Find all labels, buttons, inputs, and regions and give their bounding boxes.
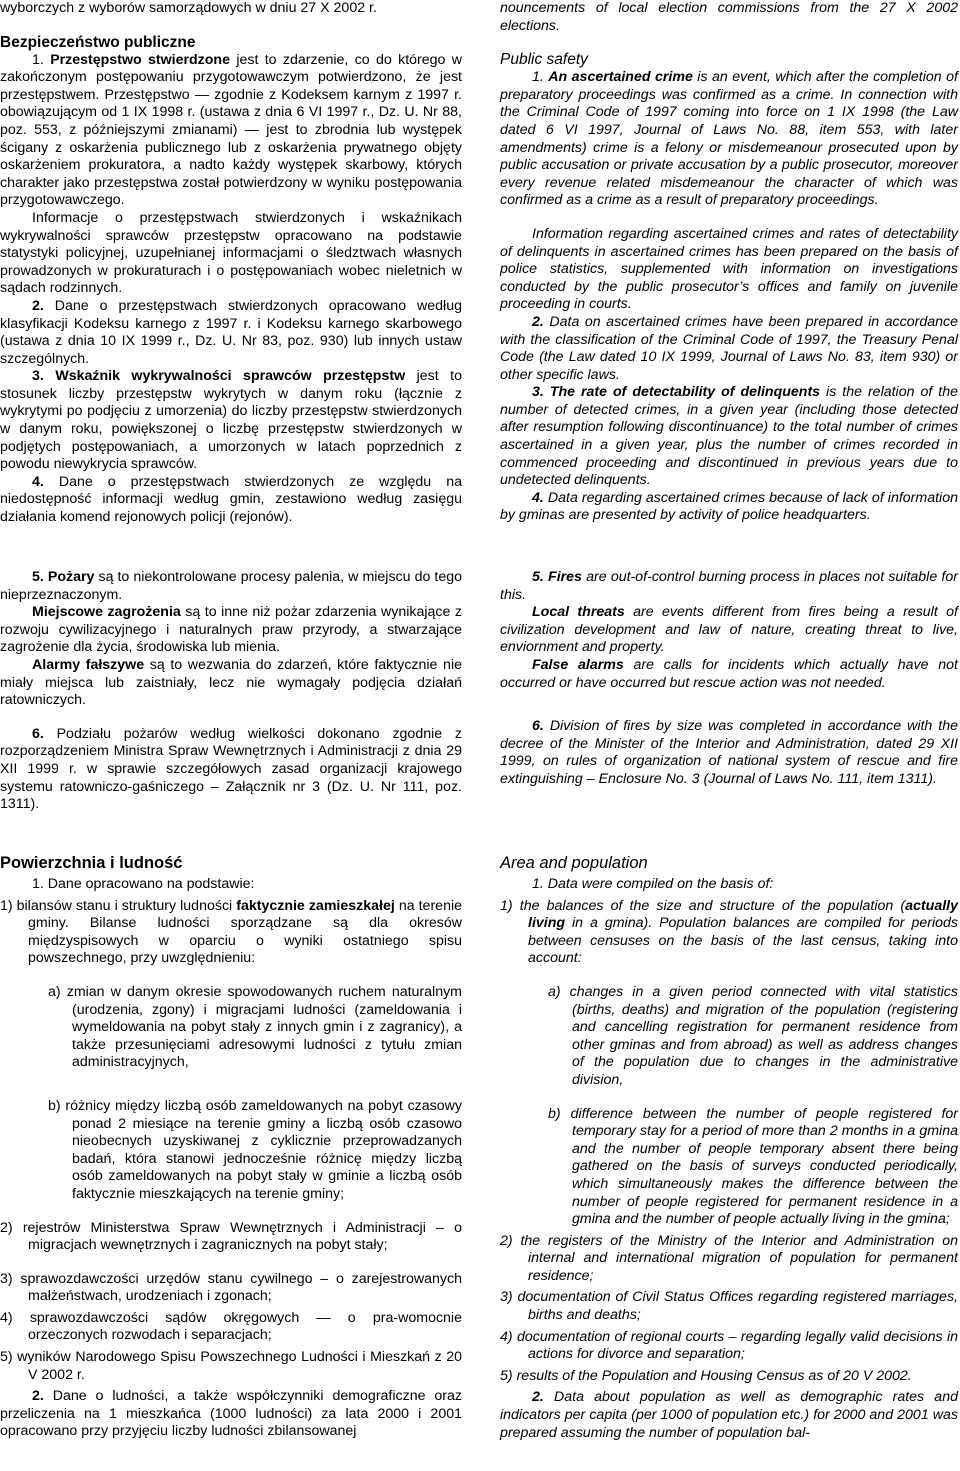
en-p5c-term: False alarms [532,656,624,673]
en-para-5 [500,569,958,604]
pl-a2-text: Dane o ludności, a także współczynniki demograficzne oraz przeliczenia na 1 mieszkańca (1000 ludności) za lata 2000 i 2001 opracowano przy przyjęciu liczby ludności zbilansowanej [0,1388,462,1440]
en-list-item-3 [500,1289,958,1324]
en-p6-text: Division of fires by size was completed in accordance with the decree of the Minister of the Interior and Administration, dated 29 XII 1999, on rules of organization of national system of rescue and fire extinguishing – Enclosure No. 3 (Journal of Laws No. 111, item 1311). [500,718,958,787]
en-a1-text: Data were compiled on the basis of: [547,876,774,892]
pl-la-num: a) [48,983,61,1000]
pl-p5-term: Pożary [47,569,95,585]
en-p5-num: 5. [532,569,544,585]
pl-a1-text: Dane opracowano na podstawie: [47,876,255,892]
pl-l1-text: na terenie gminy. Bilanse ludności sporządzane są dla okresów międzyspisowych w oparciu o wyniki ostatniego spisu powszechnego, przy uwzględnieniu: [28,897,462,967]
pl-area-block [0,854,462,1441]
en-para-6 [500,718,958,788]
en-para-1b: Information regarding ascertained crimes and rates of detectability of delinquents in ascertained crimes has been prepared on the basis of police statistics, supplemented with information on investigations conducted by the public prosecutor’s offices and family on juvenile proceeding in courts. [500,225,958,313]
pl-para-5b [0,604,462,657]
pl-list-item-1 [0,898,462,968]
en-p1-num: 1. [532,69,544,86]
en-lb-num: b) [548,1105,561,1122]
pl-p5-text: są to niekontrolowane procesy palenia, w miejscu do tego nieprzeznaczonym. [0,569,462,603]
en-l1-text: in a gmina). Population balances are compiled for periods between censuses on the basis of the last census, taking into account: [528,915,958,967]
en-para-5b [500,604,958,657]
pl-area-heading: Powierzchnia i ludność [0,854,183,872]
pl-l4-num: 4) [0,1309,13,1326]
en-list-item-b [524,1106,958,1229]
pl-p2-text: Dane o przestępstwach stwierdzonych opracowano według klasyfikacji Kodeksu karnego z 1997 r. i Kodeksu karnego skarbowego (ustawa z dnia 10 IX 1999 r., Dz. U. Nr 83, poz. 930) lub innych ustaw szczególnych. [0,297,462,367]
pl-l3-num: 3) [0,1270,13,1287]
en-area-1 [500,876,958,894]
en-la-num: a) [548,983,561,1000]
en-safety-heading: Public safety [500,51,588,69]
en-para-2 [500,314,958,384]
en-p3-text: is the relation of the number of detected crimes, in a given year (including those detected after resumption following discontinuance) to the total number of crimes ascertained in a given year, plus the number of crimes recorded in commenced proceeding and discontinued in previous years due to undetected delinquents. [500,384,958,489]
en-p5c-text: are calls for incidents which actually have not occurred or have occurred but rescue action was not needed. [500,656,958,691]
en-para-1 [500,69,958,210]
en-l4-text: documentation of regional courts – regarding legally valid decisions in actions for divorce and separation; [517,1328,958,1363]
en-l4-num: 4) [500,1328,513,1345]
pl-l1-pre: bilansów stanu i struktury ludności [16,897,233,914]
en-para-3 [500,384,958,490]
pl-list-item-b [24,1098,462,1204]
pl-la-text: zmian w danym okresie spowodowanych ruchem naturalnym (urodzenia, zgony) i migracjami ludności (zameldowania i wymeldowania na pobyt stały z innych gmin i z zagranicy), a także przesunięciami adresowymi ludności z tytułu zmian administracyjnych, [66,983,462,1071]
en-para-5c [500,657,958,692]
en-list-item-5 [500,1368,958,1386]
pl-para-4 [0,474,462,527]
pl-l5-num: 5) [0,1349,13,1366]
pl-p3-term: Wskaźnik wykrywalności sprawców przestępstw [55,368,406,385]
pl-p5b-term: Miejscowe zagrożenia [32,604,181,621]
pl-p3-text: jest to stosunek liczby przestępstw wykrytych w danym roku (łącznie z wykrytymi po podjęciu z umorzenia) do liczby przestępstw stwierdzonych w danym roku, powiększonej o liczbę przestępstw stwierdzonych w podjętych postępowaniach, a umorzonych w latach poprzednich z powodu niewykrycia sprawców. [0,368,462,473]
pl-l2-num: 2) [0,1219,13,1236]
en-p2-num: 2. [532,313,544,330]
pl-area-1 [0,876,462,894]
pl-para-5 [0,569,462,604]
en-p3-num: 3. [532,384,544,401]
en-fires-block [500,569,958,789]
en-l5-num: 5) [500,1367,513,1384]
en-list-item-a [524,984,958,1090]
pl-list-item-5 [0,1349,462,1384]
en-list-item-2 [500,1233,958,1286]
pl-para-5c [0,657,462,710]
pl-l5-text: wyników Narodowego Spisu Powszechnego Ludności i Mieszkań z 20 V 2002 r. [17,1349,462,1383]
pl-para-2 [0,298,462,368]
en-p5b-text: are events different from fires being a result of civilization development and law of nature, creating threat to live, enviornment and property. [500,604,958,656]
pl-safety-heading: Bezpieczeństwo publiczne [0,33,196,51]
pl-top-line-text: wyborczych z wyborów samorządowych w dniu 27 X 2002 r. [0,0,377,16]
pl-list-item-3 [0,1271,462,1306]
pl-fires-block [0,569,462,814]
pl-l1-term: faktycznie zamieszkałej [236,897,395,914]
pl-p5-num: 5. [32,569,44,585]
en-p4-num: 4. [532,489,544,506]
en-p2-text: Data on ascertained crimes have been prepared in accordance with the classification of the Criminal Code of 1997, the Treasury Penal Code (the Law dated 10 IX 1999, Journal of Laws No. 83, item 930) or other specific laws. [500,313,958,383]
pl-list-item-a [24,984,462,1072]
en-top-block [500,0,958,525]
en-l3-num: 3) [500,1289,513,1306]
en-a1-num: 1. [532,876,544,892]
en-top-line: nouncements of local election commissions from the 27 X 2002 elections. [500,0,958,34]
en-l1-num: 1) [500,897,513,914]
pl-l3-text: sprawozdawczości urzędów stanu cywilnego – o zarejestrowanych małżeństwach, urodzeniach i zgonach; [20,1270,462,1305]
pl-l2-text: rejestrów Ministerstwa Spraw Wewnętrznych i Administracji – o migracjach wewnętrznych i zagranicznych na pobyt stały; [22,1219,462,1254]
pl-p5c-text: są to wezwania do zdarzeń, które faktycznie nie miały miejsca lub zaistniały, lecz nie wymagały podjęcia działań ratowniczych. [0,656,462,709]
en-p1-text: is an event, which after the completion of preparatory proceedings was confirmed as a crime. In connection with the Criminal Code of 1997 coming into force on 1 IX 1998 (the Law dated 6 VI 1997, Journal of Laws No. 88, item 553, with later amendments) crime is a felony or misdemeanour prosecuted upon by public accusation or private accusation by a public prosecutor, moreover every revenue related misdemeanour the character of which was confirmed as a crime as a result of preparatory proceedings. [500,69,958,209]
en-a2-text: Data about population as well as demographic rates and indicators per capita (per 1000 of population etc.) for 2000 and 2001 was prepared assuming the number of population bal- [500,1389,958,1441]
en-area-heading: Area and population [500,854,648,872]
pl-l1-num: 1) [0,897,13,914]
pl-para-1 [0,52,462,210]
en-list-item-4 [500,1329,958,1364]
pl-para-1b: Informacje o przestępstwach stwierdzonych i wskaźnikach wykrywalności sprawców przestępstw opracowano na podstawie statystyki policyjnej, uzupełnianej informacjami o śledztwach własnych prowadzonych w prokuraturach i o postępowaniach wobec nieletnich w sądach rodzinnych. [0,209,462,297]
pl-p6-text: Podziału pożarów według wielkości dokonano zgodnie z rozporządzeniem Ministra Spraw Wewnętrznych i Administracji z dnia 29 XII 1999 r. w sprawie szczegółowych zasad organizacji krajowego systemu ratowniczo-gaśniczego – Załącznik nr 3 (Dz. U. Nr 111, poz. 1311). [0,725,462,813]
en-l3-text: documentation of Civil Status Offices regarding registered marriages, births and deaths; [517,1289,958,1324]
en-p3-term: The rate of detectability of delinquents [549,384,821,401]
pl-p6-num: 6. [32,725,44,742]
en-lb-text: difference between the number of people registered for temporary stay for a period of more than 2 months in a gmina and the number of people temporary absent there being gathered on the basis of surveys conducted periodically, which simultaneously makes the difference between the number of people registered for permanent residence in a gmina and the number of people actually living in the gmina; [570,1105,958,1228]
en-area-block [500,854,958,1442]
pl-lb-text: różnicy między liczbą osób zameldowanych na pobyt czasowy ponad 2 miesiące na terenie gminy a liczbą osób czasowo nieobecnych uzyskiwanej z cyklicznie przeprowadzanych badań, która stanowi jednocześnie różnicę między liczbą osób zameldowanych na pobyt stały w gminie a liczbą osób faktycznie mieszkających na terenie gminy; [65,1097,462,1202]
pl-top-block [0,0,462,527]
en-l2-num: 2) [500,1232,513,1249]
en-para-4 [500,490,958,525]
pl-a2-num: 2. [32,1388,44,1405]
en-la-text: changes in a given period connected with vital statistics (births, deaths) and migration of the population (registering and cancelling registration for permanent residence from other gminas and from abroad) as well as address changes of the population due to changes in the administrative division, [569,983,958,1088]
en-l1-pre: the balances of the size and structure of the population ( [519,897,906,914]
pl-lb-num: b) [48,1097,61,1114]
pl-p2-num: 2. [32,297,44,314]
pl-p1-term: Przestępstwo stwierdzone [50,51,230,68]
en-list-item-1 [500,898,958,968]
pl-list-item-2 [0,1220,462,1255]
en-p5b-term: Local threats [532,604,625,621]
en-l1-term: actually living [528,897,958,932]
en-area-2 [500,1389,958,1442]
pl-p4-num: 4. [32,473,44,490]
pl-a1-num: 1. [32,876,44,892]
en-p5-term: Fires [548,569,582,585]
en-a2-num: 2. [532,1389,544,1406]
pl-p5b-text: są to inne niż pożar zdarzenia wynikające z rozwoju cywilizacyjnego i naturalnych praw przyrody, a stwarzające zagrożenie dla życia, środowiska lub mienia. [0,604,462,656]
pl-l4-text: sprawozdawczości sądów okręgowych — o pra-womocnie orzeczonych rozwodach i separacjach; [28,1309,462,1344]
en-p4-text: Data regarding ascertained crimes because of lack of information by gminas are presented by activity of police headquarters. [500,489,958,524]
en-p5-text: are out-of-control burning process in places not suitable for this. [500,569,958,603]
pl-para-6 [0,726,462,814]
pl-p1-num: 1. [32,51,44,68]
pl-area-2 [0,1388,462,1441]
en-l5-text: results of the Population and Housing Census as of 20 V 2002. [516,1367,912,1384]
pl-top-line [0,0,462,18]
en-l2-text: the registers of the Ministry of the Interior and Administration on internal and international migration of population for permanent residence; [520,1232,958,1284]
en-p6-num: 6. [532,718,544,735]
pl-p3-num: 3. [32,368,44,385]
pl-p5c-term: Alarmy fałszywe [32,656,145,673]
pl-list-item-4 [0,1310,462,1345]
pl-para-3 [0,368,462,474]
en-p1-term: An ascertained crime [548,69,693,86]
pl-p1-text: jest to zdarzenie, co do którego w zakończonym postępowaniu przygotowawczym potwierdzono, że jest przestępstwem. Przestępstwo — zgodnie z Kodeksem karnym z 1997 r. obowiązującym od 1 IX 1998 r. (ustawa z dnia 6 VI 1997 r., Dz. U. Nr 88, poz. 553, z późniejszymi zmianami) — jest to zbrodnia lub występek ścigany z oskarżenia publicznego lub z oskarżenia prywatnego objęty oskarżeniem prokuratora, a nadto każdy występek skarbowy, których charakter jako przestępstwa został potwierdzony w wyniku postępowania przygotowawczego. [0,51,462,209]
pl-p4-text: Dane o przestępstwach stwierdzonych ze względu na niedostępność informacji według gmin, zestawiono według zasięgu działania komend rejonowych policji (rejonów). [0,473,462,526]
